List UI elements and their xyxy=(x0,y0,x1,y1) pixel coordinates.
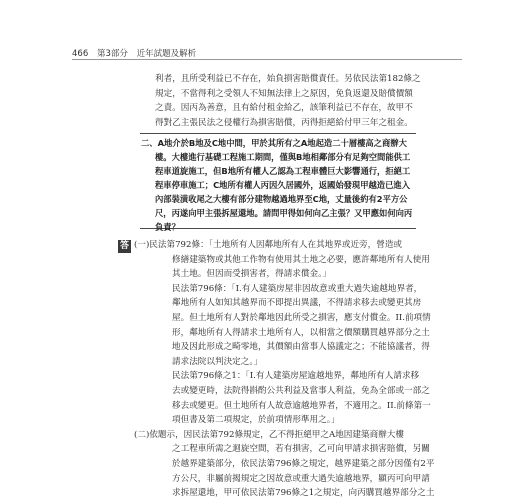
answer-line: (一)民法第792條：「土地所有人因鄰地所有人在其地界或近旁，營造或 xyxy=(134,240,403,250)
page-number: 466 xyxy=(72,49,89,59)
answer-line: 之工程車所需之迴旋空間，若有損害，乙可向甲請求損害賠償，另關 xyxy=(172,444,430,455)
question-line: 內部裝潢收尾之大樓有部分建物越過地界至C地，丈量後約有2平方公 xyxy=(155,194,408,204)
question-line: 程車道旋施工，但B地所有權人乙認為工程車體巨大影響通行，拒絕工 xyxy=(155,166,411,176)
answer-line: 方公尺，非屬前揭規定之因故意或重大過失逾越地界，顯丙可向甲請 xyxy=(172,473,430,484)
answer-body xyxy=(134,238,435,501)
answer-line: 民法第796條：「I.有人建築房屋非因故意或重大過失逾越地界者， xyxy=(172,283,423,294)
question-line: 負責？ xyxy=(155,222,180,232)
question-text xyxy=(141,136,412,234)
answer-line: 地及因此形成之畸零地，其價額由當事人協議定之；不能協議者，得 xyxy=(172,342,430,353)
intro-line: 之責。因丙為善意，且有給付租金給乙，該筆利益已不存在，故甲不 xyxy=(155,103,413,114)
answer-line: 鄰地所有人如知其越界而不即提出異議，不得請求移去或變更其房 xyxy=(172,298,422,309)
intro-line: 得對乙主張民法之侵權行為損害賠償，丙得拒絕給付甲三年之租金。 xyxy=(155,117,413,128)
page-header xyxy=(72,47,196,59)
answer-line: 請求法院以判決定之。」 xyxy=(172,356,263,367)
question-line: 尺，丙遂向甲主張拆屋還地。請問甲得如何向乙主張？又甲應如何向丙 xyxy=(155,208,413,218)
answer-line: 其土地。但因而受損害者，得請求償金。」 xyxy=(172,269,331,280)
answer-line: 求拆屋還地，甲可依民法第796條之1之規定，向丙購買越界部分之土 xyxy=(172,488,435,499)
answer-line: 於越界建築部分，依民法第796條之規定，越界建築之部分因僅有2平 xyxy=(172,458,435,469)
answer-line: (二)依題示，因民法第792條規定，乙不得拒絕甲之A地因建築商辦大樓 xyxy=(134,429,404,440)
section-title: 近年試題及解析 xyxy=(136,49,197,59)
question-line: 程車停車施工；C地所有權人丙因久居國外，返國始發現甲越造已進入 xyxy=(155,180,410,190)
answer-line: 屋。但土地所有人對於鄰地因此所受之損害，應支付償金。II.前項情 xyxy=(172,312,431,323)
answer-line: 去或變更時，法院得斟酌公共利益及當事人利益，免為全部或一部之 xyxy=(172,385,430,396)
intro-line: 規定，不當得利之受領人不知無法律上之原因，免負返還及賠償價額 xyxy=(155,88,413,99)
header-rule xyxy=(72,59,462,60)
question-line: 樓。大樓進行基礎工程施工期間，僅與B地相鄰部分有足夠空間能供工 xyxy=(155,152,411,162)
intro-line: 利者，且所受利益已不存在，始負損害賠償責任。另依民法第182條之 xyxy=(155,74,421,84)
answer-line: 移去或變更。但土地所有人故意逾越地界者，不適用之。II.前條第一 xyxy=(172,400,431,411)
answer-line: 修繕建築物或其他工作物有使用其土地之必要，應許鄰地所有人使用 xyxy=(172,254,430,265)
intro-paragraph xyxy=(155,72,421,130)
answer-line: 形，鄰地所有人得請求土地所有人，以相當之價額購買越界部分之土 xyxy=(172,327,430,338)
answer-line: 項但書及第二項規定，於前項情形準用之。」 xyxy=(172,415,340,426)
answer-badge: 答 xyxy=(119,241,129,251)
part-label: 第3部分 xyxy=(96,49,128,59)
question-line: 二、A地介於B地及C地中間，甲於其所有之A地起造二十層樓高之商辦大 xyxy=(141,138,407,148)
answer-line: 民法第796條之1：「I.有人建築房屋逾越地界，鄰地所有人請求移 xyxy=(172,371,420,382)
